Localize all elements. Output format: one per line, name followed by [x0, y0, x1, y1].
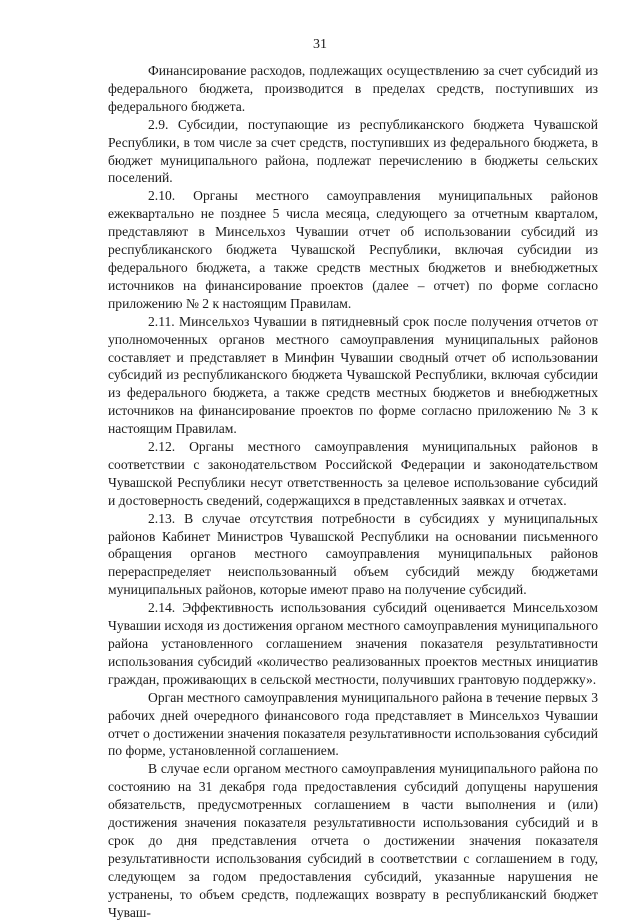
paragraph-financing: Финансирование расходов, подлежащих осуществлению за счет субсидий из федерального бюджета, производится в пределах средств, поступивших из федерального бюджета. — [108, 63, 598, 114]
document-body — [108, 62, 598, 922]
paragraph-report: Орган местного самоуправления муниципального района в течение первых 3 рабочих дней очередного финансового года представляет в Минсельхоз Чувашии отчет о достижении значения показателя результативности использования субсидий по форме, установленной соглашением. — [108, 689, 598, 759]
paragraph-2-13: 2.13. В случае отсутствия потребности в субсидиях у муниципальных районов Кабинет Министров Чувашской Республики на основании письменного обращения органов местного самоуправления муниципальных районов перераспределяет неиспользованный объем субсидий между бюджетами муниципальных районов, которые имеют право на получение субсидий. — [108, 510, 598, 598]
paragraph-2-9: 2.9. Субсидии, поступающие из республиканского бюджета Чувашской Республики, в том числе за счет средств, поступивших из федерального бюджета, в бюджет муниципального района, подлежат перечислению в бюджеты сельских поселений. — [108, 116, 598, 186]
paragraph-violations: В случае если органом местного самоуправления муниципального района по состоянию на 31 декабря года предоставления субсидий допущены нарушения обязательств, предусмотренных соглашением в части выполнения и (или) достижения значения показателя результативности использования субсидий и в срок до дня представления отчета о достижении значения показателя результативности использования субсидий в соответствии с соглашением в году, следующем за годом предоставления субсидий, указанные нарушения не устранены, то объем средств, подлежащих возврату в республиканский бюджет Чуваш- — [108, 761, 598, 920]
paragraph-2-11: 2.11. Минсельхоз Чувашии в пятидневный срок после получения отчетов от уполномоченных органов местного самоуправления муниципальных районов составляет и представляет в Минфин Чувашии сводный отчет об использовании субсидий из республиканского бюджета Чувашской Республики, включая субсидии из федерального бюджета, а также средств местных бюджетов и внебюджетных источников на финансирование проектов по форме согласно приложению № 3 к настоящим Правилам. — [108, 313, 598, 437]
paragraph-2-10: 2.10. Органы местного самоуправления муниципальных районов ежеквартально не позднее 5 числа месяца, следующего за отчетным кварталом, представляют в Минсельхоз Чувашии отчет об использовании субсидий из республиканского бюджета Чувашской Республики, включая субсидии из федерального бюджета, а также средств местных бюджетов и внебюджетных источников на финансирование проектов (далее – отчет) по форме согласно приложению № 2 к настоящим Правилам. — [108, 188, 598, 311]
paragraph-2-14: 2.14. Эффективность использования субсидий оценивается Минсельхозом Чувашии исходя из достижения органом местного самоуправления муниципального района установленного соглашением значения показателя результативности использования субсидий «количество реализованных проектов местных инициатив граждан, проживающих в сельской местности, получивших грантовую поддержку». — [108, 600, 598, 687]
page-number: 31 — [313, 37, 327, 52]
paragraph-2-12: 2.12. Органы местного самоуправления муниципальных районов в соответствии с законодательством Российской Федерации и законодательством Чувашской Республики несут ответственность за целевое использование субсидий и достоверность сведений, содержащихся в представленных заявках и отчетах. — [108, 439, 598, 508]
